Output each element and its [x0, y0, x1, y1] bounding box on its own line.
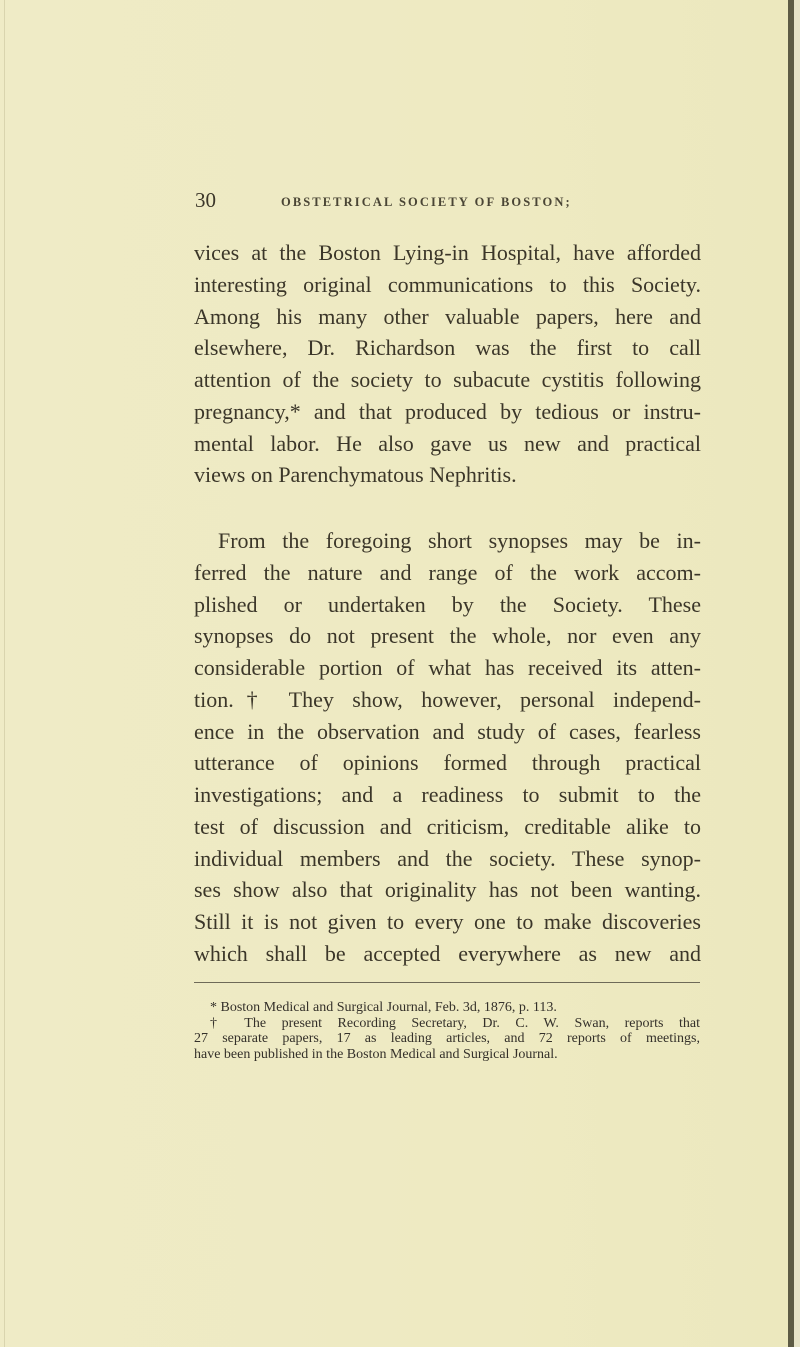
footnote-rule: [194, 982, 700, 983]
text-line: utterance of opinions formed through practical: [194, 750, 701, 776]
text-line: considerable portion of what has received its atten-: [194, 655, 701, 680]
text-line: From the foregoing short synopses may be in-: [218, 528, 701, 553]
footnote-line: 27 separate papers, 17 as leading articles, and 72 reports of meetings,: [194, 1031, 700, 1046]
text-line: Still it is not given to every one to make discoveries: [194, 909, 701, 934]
text-line: ses show also that originality has not been wanting.: [194, 877, 701, 903]
text-line: pregnancy,* and that produced by tedious or instru-: [194, 398, 701, 424]
text-line: synopses do not present the whole, nor even any: [194, 623, 701, 649]
footnote-line: † The present Recording Secretary, Dr. C. W. Swan, reports that: [210, 1015, 700, 1031]
text-line: test of discussion and criticism, creditable alike to: [194, 813, 701, 839]
text-line: ence in the observation and study of cases, fearless: [194, 718, 701, 744]
paragraph: [194, 237, 701, 491]
text-line: mental labor. He also gave us new and practical: [194, 430, 701, 456]
body-text: [194, 237, 701, 970]
text-line: tion.† They show, however, personal independ-: [194, 686, 701, 712]
text-line: ferred the nature and range of the work accom-: [194, 559, 701, 585]
text-line: elsewhere, Dr. Richardson was the first to call: [194, 335, 701, 361]
text-line: interesting original communications to this Society.: [194, 271, 701, 297]
text-line: which shall be accepted everywhere as new and: [194, 940, 701, 966]
page-number: 30: [195, 188, 216, 212]
text-line: attention of the society to subacute cystitis following: [194, 367, 701, 392]
text-line: vices at the Boston Lying-in Hospital, have afforded: [194, 240, 701, 265]
paragraph-gap: [194, 491, 701, 525]
text-line: investigations; and a readiness to submit to the: [194, 782, 701, 807]
footnote-line: have been published in the Boston Medical and Surgical Journal.: [194, 1046, 558, 1062]
page-edge-left: [4, 0, 5, 1347]
text-line: plished or undertaken by the Society. These: [194, 591, 701, 617]
footnote-line: * Boston Medical and Surgical Journal, Feb. 3d, 1876, p. 113.: [210, 1000, 557, 1015]
running-head: OBSTETRICAL SOCIETY OF BOSTON;: [281, 195, 572, 209]
text-line: individual members and the society. These synop-: [194, 845, 701, 871]
footnotes: [194, 1000, 700, 1062]
text-line: views on Parenchymatous Nephritis.: [194, 462, 517, 488]
text-line: Among his many other valuable papers, here and: [194, 303, 701, 329]
scan-margin: [794, 0, 800, 1347]
paragraph: [194, 525, 701, 970]
